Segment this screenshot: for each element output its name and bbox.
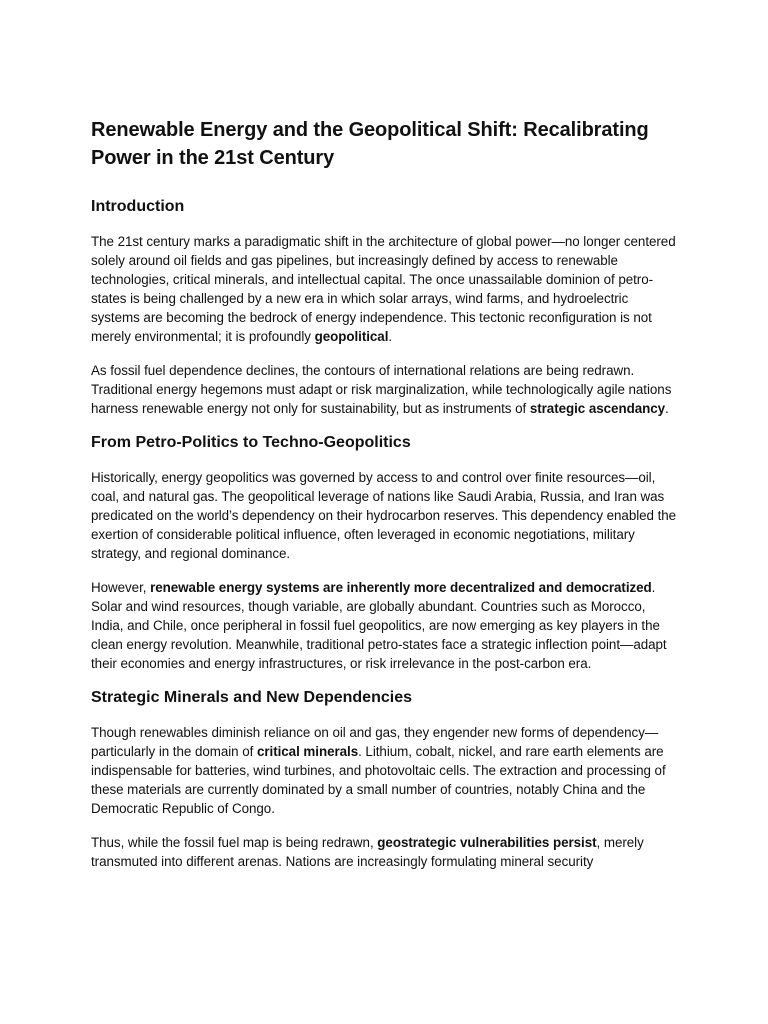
text-run: . xyxy=(388,329,393,344)
bold-text: renewable energy systems are inherently more decentralized and democratized xyxy=(150,580,652,595)
text-run: However, xyxy=(91,580,151,595)
section-heading: From Petro-Politics to Techno-Geopolitics xyxy=(91,434,411,451)
section-heading: Introduction xyxy=(91,198,185,215)
document-page xyxy=(91,116,677,889)
paragraph xyxy=(91,361,677,418)
text-run: Though renewables diminish reliance on oil and gas, they engender new forms of dependency—particularly in the domain of xyxy=(91,725,659,759)
text-run: . Lithium, cobalt, nickel, and rare earth elements are indispensable for batteries, wind turbines, and photovoltaic cells. The extraction and processing of these materials are currently dominated by a small number of countries, notably China and the Democratic Republic of Congo. xyxy=(91,744,666,816)
text-run: . Solar and wind resources, though variable, are globally abundant. Countries such as Morocco, India, and Chile, once peripheral in fossil fuel geopolitics, are now emerging as key players in the clean energy revolution. Meanwhile, traditional petro-states face a strategic inflection point—adapt their economies and energy infrastructures, or risk irrelevance in the post-carbon era. xyxy=(91,580,667,671)
text-run: Thus, while the fossil fuel map is being redrawn, xyxy=(91,835,378,850)
bold-text: strategic ascendancy xyxy=(529,401,666,416)
text-run: As fossil fuel dependence declines, the contours of international relations are being redrawn. Traditional energy hegemons must adapt or risk marginalization, while technologically agile nations harness renewable energy not only for sustainability, but as instruments of xyxy=(91,363,672,416)
bold-text: critical minerals xyxy=(256,744,359,759)
bold-text: geopolitical xyxy=(314,329,389,344)
paragraph xyxy=(91,578,677,673)
text-run: . xyxy=(665,401,669,416)
paragraph xyxy=(91,232,677,346)
bold-text: geostrategic vulnerabilities persist xyxy=(377,835,597,850)
paragraph xyxy=(91,723,677,818)
text-run: The 21st century marks a paradigmatic shift in the architecture of global power—no longer centered solely around oil fields and gas pipelines, but increasingly defined by access to renewable technologies, critical minerals, and intellectual capital. The once unassailable dominion of petro-states is being challenged by a new era in which solar arrays, wind farms, and hydroelectric systems are becoming the bedrock of energy independence. This tectonic reconfiguration is not merely environmental; it is profoundly xyxy=(91,234,676,344)
document-title: Renewable Energy and the Geopolitical Shift: Recalibrating Power in the 21st Century xyxy=(91,119,649,169)
document-body xyxy=(91,197,677,871)
text-run: , merely transmuted into different arenas. Nations are increasingly formulating mineral security xyxy=(91,835,644,869)
text-run: Historically, energy geopolitics was governed by access to and control over finite resources—oil, coal, and natural gas. The geopolitical leverage of nations like Saudi Arabia, Russia, and Iran was predicated on the world’s dependency on their hydrocarbon reserves. This dependency enabled the exertion of considerable political influence, often leveraged in economic negotiations, military strategy, and regional dominance. xyxy=(91,470,677,561)
paragraph xyxy=(91,468,677,563)
paragraph xyxy=(91,833,677,871)
section-heading: Strategic Minerals and New Dependencies xyxy=(91,689,412,706)
